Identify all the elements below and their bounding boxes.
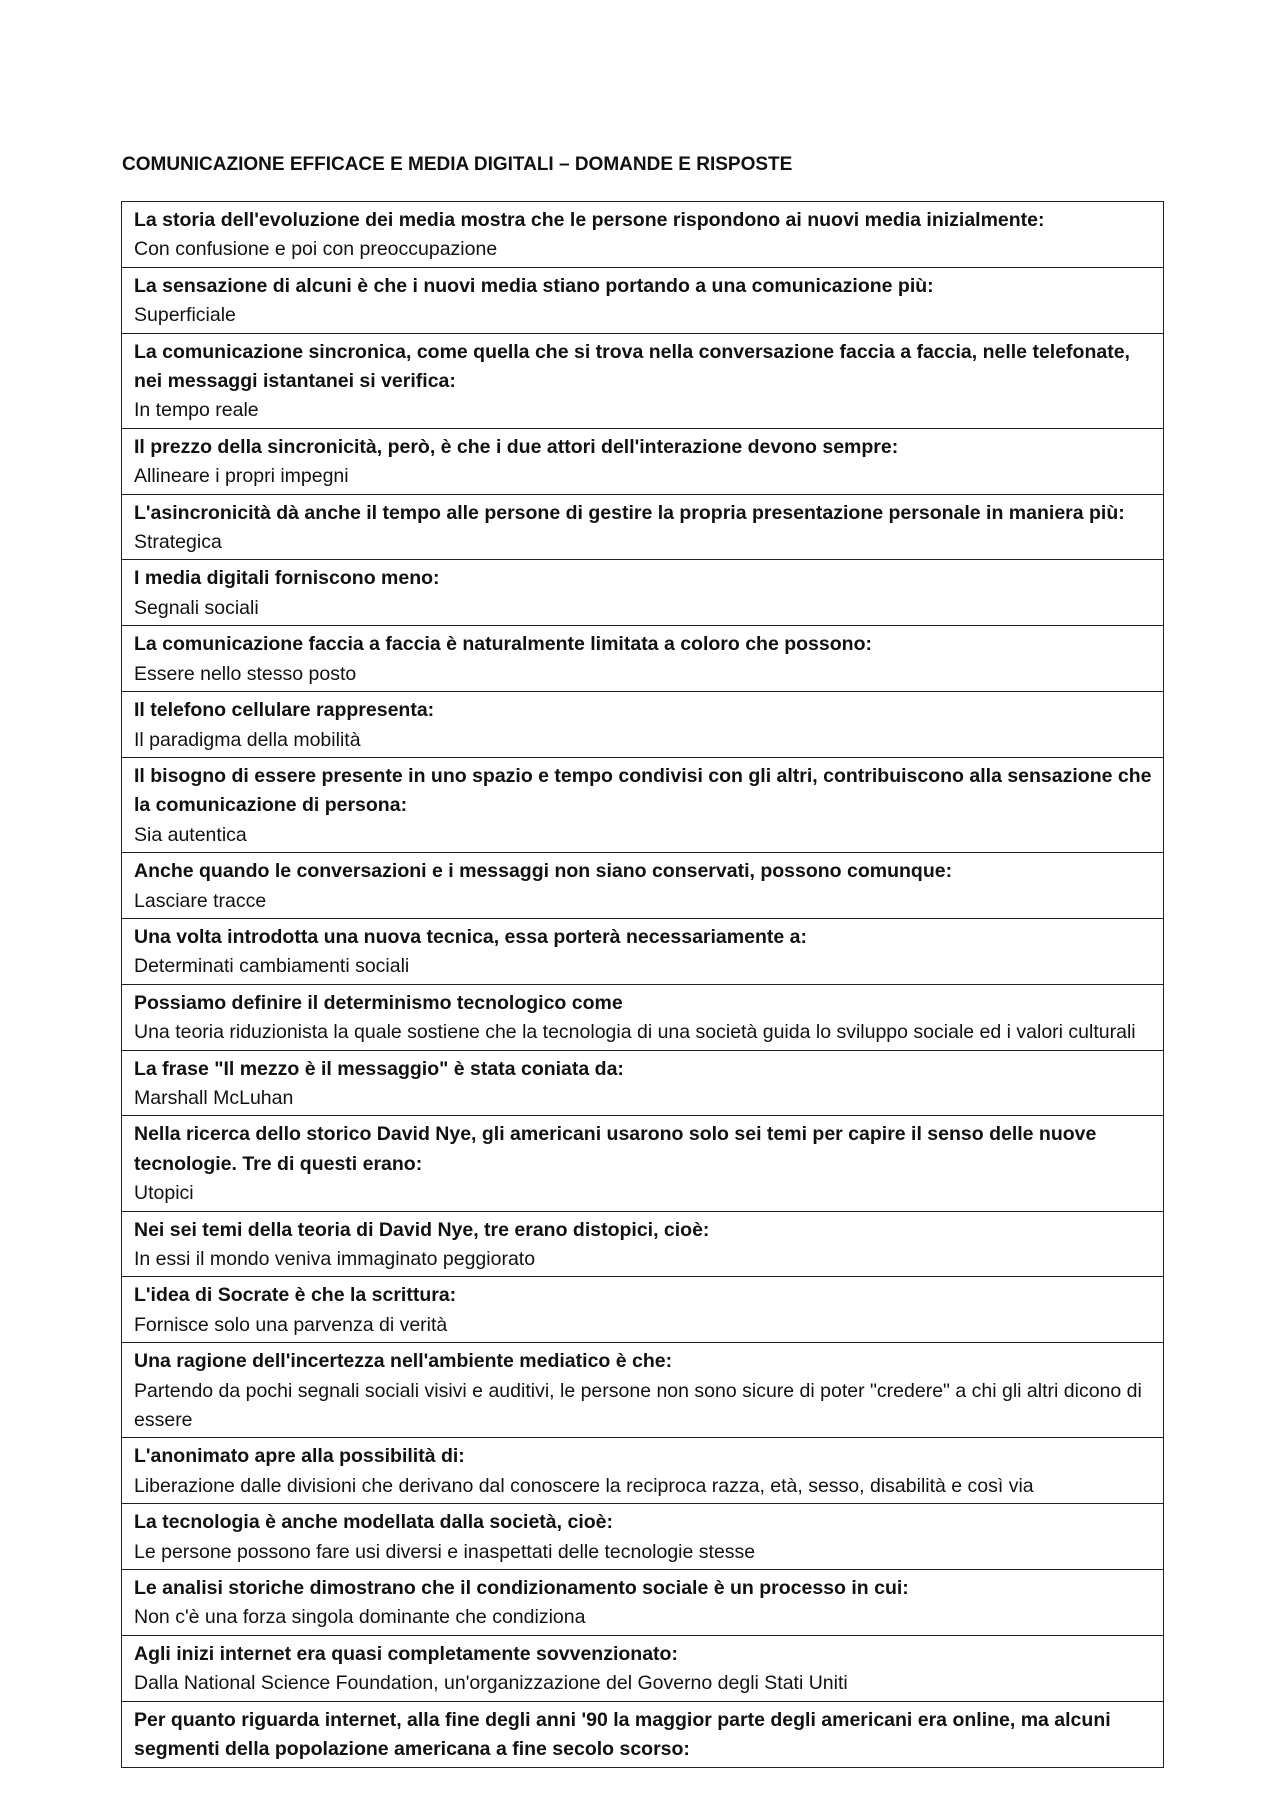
qa-question: La comunicazione faccia a faccia è naturalmente limitata a coloro che possono: (134, 633, 872, 656)
qa-row (122, 985, 1163, 1051)
qa-row (122, 1277, 1163, 1343)
qa-row (122, 626, 1163, 692)
qa-row (122, 1570, 1163, 1636)
qa-answer: Lasciare tracce (134, 889, 267, 912)
qa-row (122, 1438, 1163, 1504)
qa-question: Il bisogno di essere presente in uno spazio e tempo condivisi con gli altri, contribuiscono alla sensazione che la comunicazione di persona: (134, 764, 1152, 817)
qa-answer: Non c'è una forza singola dominante che condiziona (134, 1606, 586, 1629)
qa-question: Le analisi storiche dimostrano che il condizionamento sociale è un processo in cui: (134, 1577, 909, 1600)
qa-answer: Fornisce solo una parvenza di verità (134, 1313, 448, 1336)
qa-row (122, 1702, 1163, 1768)
qa-table (121, 201, 1164, 1768)
qa-answer: Marshall McLuhan (134, 1086, 294, 1109)
qa-answer: Le persone possono fare usi diversi e inaspettati delle tecnologie stesse (134, 1540, 756, 1563)
qa-answer: In essi il mondo veniva immaginato peggiorato (134, 1248, 536, 1270)
qa-question: Possiamo definire il determinismo tecnologico come (134, 991, 623, 1014)
qa-row (122, 1504, 1163, 1570)
qa-answer: Con confusione e poi con preoccupazione (134, 238, 498, 261)
qa-answer: Sia autentica (134, 823, 247, 846)
qa-answer: Strategica (134, 531, 222, 554)
qa-row (122, 268, 1163, 334)
qa-row (122, 1343, 1163, 1438)
qa-question: La sensazione di alcuni è che i nuovi media stiano portando a una comunicazione più: (134, 274, 934, 297)
qa-question: Nei sei temi della teoria di David Nye, tre erano distopici, cioè: (134, 1218, 710, 1241)
qa-question: L'idea di Socrate è che la scrittura: (134, 1284, 457, 1307)
qa-question: Per quanto riguarda internet, alla fine degli anni '90 la maggior parte degli americani era online, ma alcuni segmenti della popolazione americana a fine secolo scorso: (134, 1708, 1111, 1761)
qa-question: Il telefono cellulare rappresenta: (134, 699, 435, 722)
qa-row (122, 1116, 1163, 1211)
qa-row (122, 919, 1163, 985)
qa-answer: Liberazione dalle divisioni che derivano dal conoscere la reciproca razza, età, sesso, disabilità e così via (134, 1474, 1034, 1497)
qa-answer: Dalla National Science Foundation, un'organizzazione del Governo degli Stati Uniti (134, 1672, 848, 1695)
qa-row (122, 429, 1163, 495)
qa-row (122, 758, 1163, 853)
qa-answer: Una teoria riduzionista la quale sostiene che la tecnologia di una società guida lo sviluppo sociale ed i valori culturali (134, 1021, 1136, 1044)
qa-question: La comunicazione sincronica, come quella che si trova nella conversazione faccia a faccia, nelle telefonate, nei messaggi istantanei si verifica: (134, 340, 1130, 393)
qa-row (122, 1636, 1163, 1702)
qa-question: Anche quando le conversazioni e i messaggi non siano conservati, possono comunque: (134, 860, 953, 883)
qa-answer: Utopici (134, 1182, 194, 1205)
qa-answer: Segnali sociali (134, 596, 259, 619)
qa-row (122, 334, 1163, 429)
qa-row (122, 853, 1163, 919)
qa-row (122, 1051, 1163, 1117)
document-title: COMUNICAZIONE EFFICACE E MEDIA DIGITALI – DOMANDE E RISPOSTE (122, 154, 793, 175)
qa-answer: Il paradigma della mobilità (134, 728, 361, 751)
qa-question: L'asincronicità dà anche il tempo alle persone di gestire la propria presentazione personale in maniera più: (134, 501, 1125, 524)
qa-row (122, 1212, 1163, 1278)
qa-answer: Superficiale (134, 304, 236, 327)
qa-answer: In tempo reale (134, 399, 259, 422)
qa-question: La storia dell'evoluzione dei media mostra che le persone rispondono ai nuovi media inizialmente: (134, 209, 1045, 231)
qa-question: L'anonimato apre alla possibilità di: (134, 1445, 465, 1468)
qa-question: La frase "Il mezzo è il messaggio" è stata coniata da: (134, 1057, 624, 1080)
qa-question: Agli inizi internet era quasi completamente sovvenzionato: (134, 1642, 678, 1665)
qa-row (122, 692, 1163, 758)
qa-question: Una ragione dell'incertezza nell'ambiente mediatico è che: (134, 1350, 673, 1373)
qa-answer: Partendo da pochi segnali sociali visivi e auditivi, le persone non sono sicure di poter "credere" a chi gli altri dicono di essere (134, 1379, 1142, 1432)
qa-answer: Allineare i propri impegni (134, 465, 349, 488)
qa-question: I media digitali forniscono meno: (134, 567, 440, 590)
qa-question: Nella ricerca dello storico David Nye, gli americani usarono solo sei temi per capire il senso delle nuove tecnologie. Tre di questi erano: (134, 1123, 1097, 1175)
qa-row (122, 202, 1163, 268)
qa-answer: Determinati cambiamenti sociali (134, 955, 410, 978)
qa-question: Il prezzo della sincronicità, però, è che i due attori dell'interazione devono sempre: (134, 435, 899, 458)
qa-row (122, 495, 1163, 561)
qa-question: La tecnologia è anche modellata dalla società, cioè: (134, 1511, 613, 1534)
qa-answer: Essere nello stesso posto (134, 662, 357, 685)
qa-question: Una volta introdotta una nuova tecnica, essa porterà necessariamente a: (134, 925, 807, 948)
qa-row (122, 560, 1163, 626)
